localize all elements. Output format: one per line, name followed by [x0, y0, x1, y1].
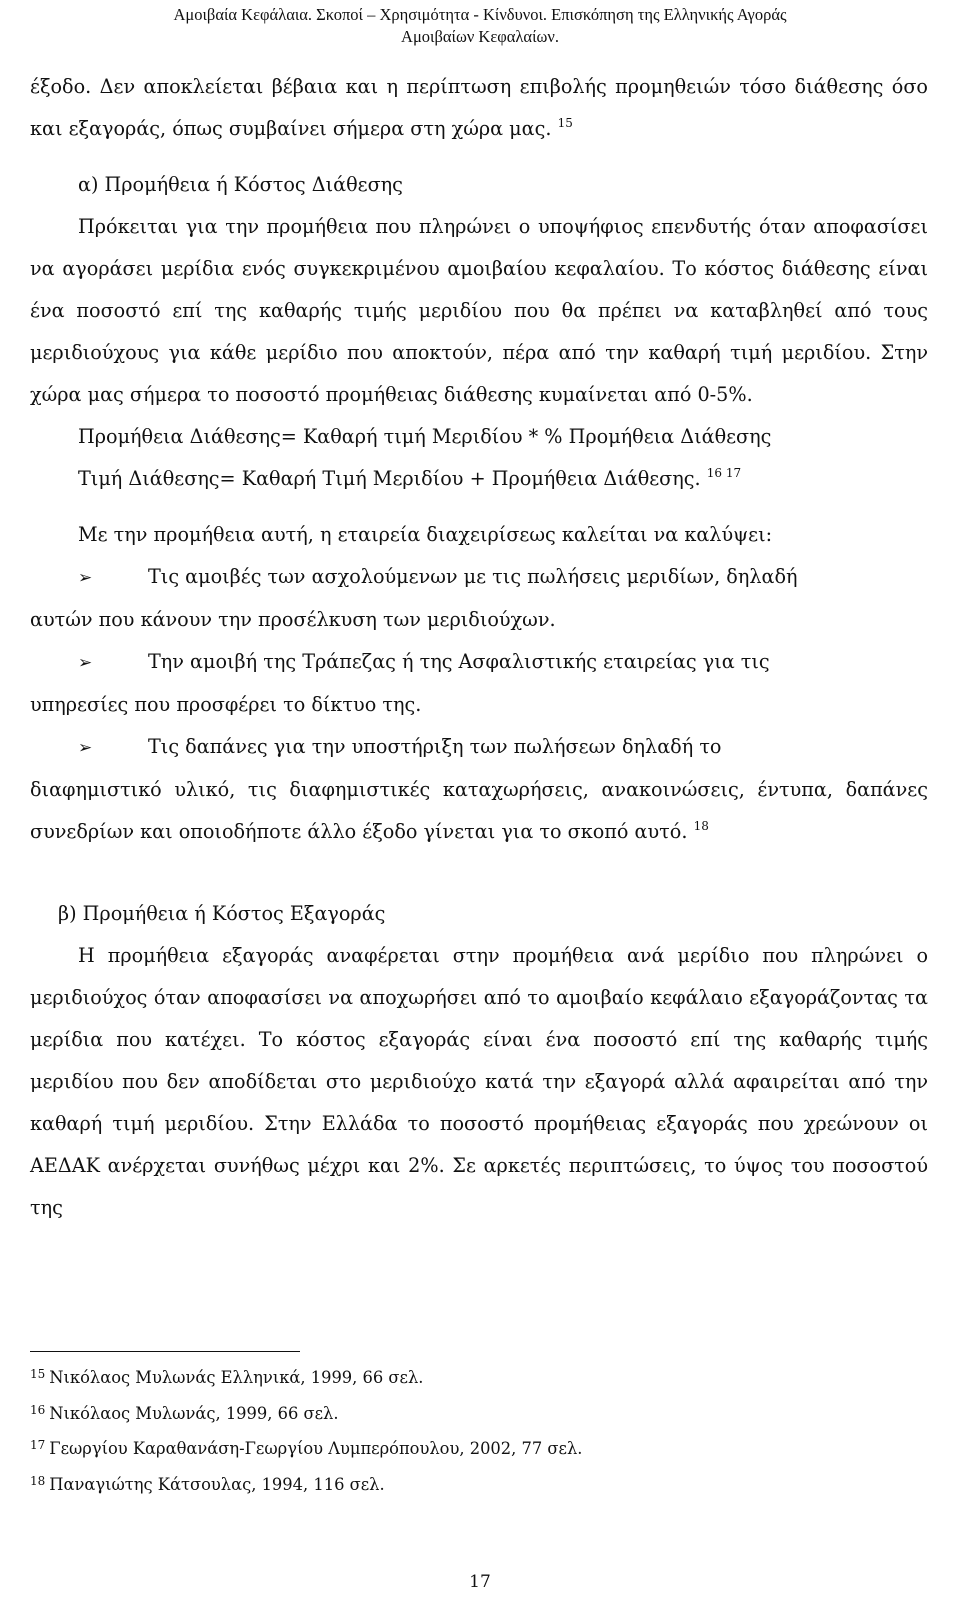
paragraph-continued: έξοδο. Δεν αποκλείεται βέβαια και η περίπτωση επιβολής προμηθειών τόσο διάθεσης όσο και εξαγοράς, όπως συμβαίνει σήμερα στη χώρα μας. $^{15}$ — [30, 75, 928, 140]
paragraph-redemption-cost: Η προμήθεια εξαγοράς αναφέρεται στην προμήθεια ανά μερίδιο που πληρώνει ο μεριδιούχος όταν αποφασίσει να αποχωρήσει από το αμοιβαίο κεφάλαιο εξαγοράζοντας τα μερίδια που κατέχει. Το κόστος εξαγοράς είναι ένα ποσοστό επί της καθαρής τιμής μεριδίου που δεν αποδίδεται στο μεριδιούχο κατά την εξαγορά αλλά αφαιρείται από την καθαρή τιμή μεριδίου. Στην Ελλάδα το ποσοστό προμήθειας εξαγοράς που χρεώνουν οι ΑΕΔΑΚ ανέρχεται συνήθως μέχρι και 2%. Σε αρκετές περιπτώσεις, το ύψος του ποσοστού της — [30, 944, 928, 1219]
body-text — [30, 66, 928, 1229]
footnote-ref-16-17: 16 17 — [706, 466, 742, 480]
footnote-ref-15: 15 — [557, 116, 573, 130]
bullet-item-2: ➢ Την αμοιβή της Τράπεζας ή της Ασφαλιστικής εταιρείας για τις υπηρεσίες που προσφέρει το δίκτυο της. — [30, 641, 928, 726]
bullet-item-1: ➢ Τις αμοιβές των ασχολούμενων με τις πωλήσεις μεριδίων, δηλαδή αυτών που κάνουν την προσέλκυση των μεριδιούχων. — [30, 556, 928, 641]
paragraph-distribution-cost: Πρόκειται για την προμήθεια που πληρώνει ο υποψήφιος επενδυτής όταν αποφασίσει να αγοράσει μερίδια ενός συγκεκριμένου αμοιβαίου κεφαλαίου. Το κόστος διάθεσης είναι ένα ποσοστό επί της καθαρής τιμής μεριδίου που θα πρέπει να καταβληθεί από τους μεριδιούχους για κάθε μερίδιο που αποκτούν, πέρα από την καθαρή τιμή μεριδίου. Στην χώρα μας σήμερα το ποσοστό προμήθειας διάθεσης κυμαίνεται από 0-5%. — [30, 215, 928, 406]
arrow-bullet-icon: ➢ — [78, 568, 93, 588]
header-line-2: Αμοιβαίων Κεφαλαίων. — [401, 27, 559, 46]
footnote-16: $^{16}$ Νικόλαος Μυλωνάς, 1999, 66 σελ. — [30, 1402, 339, 1423]
running-header — [0, 4, 960, 48]
footnote-separator — [30, 1351, 300, 1352]
arrow-bullet-icon: ➢ — [78, 738, 93, 758]
footnote-ref-18: 18 — [693, 819, 709, 833]
formula-distribution-fee: Προμήθεια Διάθεσης= Καθαρή τιμή Μεριδίου * % Προμήθεια Διάθεσης — [78, 425, 772, 448]
bullet-item-3: ➢ Τις δαπάνες για την υποστήριξη των πωλήσεων δηλαδή το διαφημιστικό υλικό, τις διαφημιστικές καταχωρήσεις, ανακοινώσεις, έντυπα, δαπάνες συνεδρίων και οποιοδήποτε άλλο έξοδο γίνεται για το σκοπό αυτό. $^{18}$ — [30, 726, 928, 853]
header-line-1: Αμοιβαία Κεφάλαια. Σκοποί – Χρησιμότητα - Κίνδυνοι. Επισκόπηση της Ελληνικής Αγοράς — [173, 5, 787, 24]
formula-distribution-price: Τιμή Διάθεσης= Καθαρή Τιμή Μεριδίου + Προμήθεια Διάθεσης. $^{16 17}$ — [78, 466, 742, 490]
footnote-18: $^{18}$ Παναγιώτης Κάτσουλας, 1994, 116 σελ. — [30, 1473, 385, 1494]
section-heading-b: β) Προμήθεια ή Κόστος Εξαγοράς — [58, 902, 386, 925]
page-number: 17 — [469, 1572, 491, 1592]
footnotes — [30, 1360, 928, 1502]
section-heading-a: α) Προμήθεια ή Κόστος Διάθεσης — [78, 173, 403, 196]
footnote-15: $^{15}$ Νικόλαος Μυλωνάς Ελληνικά, 1999, 66 σελ. — [30, 1367, 424, 1387]
list-intro: Με την προμήθεια αυτή, η εταιρεία διαχειρίσεως καλείται να καλύψει: — [78, 523, 773, 546]
footnote-17: $^{17}$ Γεωργίου Καραθανάση-Γεωργίου Λυμπερόπουλου, 2002, 77 σελ. — [30, 1438, 583, 1458]
arrow-bullet-icon: ➢ — [78, 653, 93, 673]
